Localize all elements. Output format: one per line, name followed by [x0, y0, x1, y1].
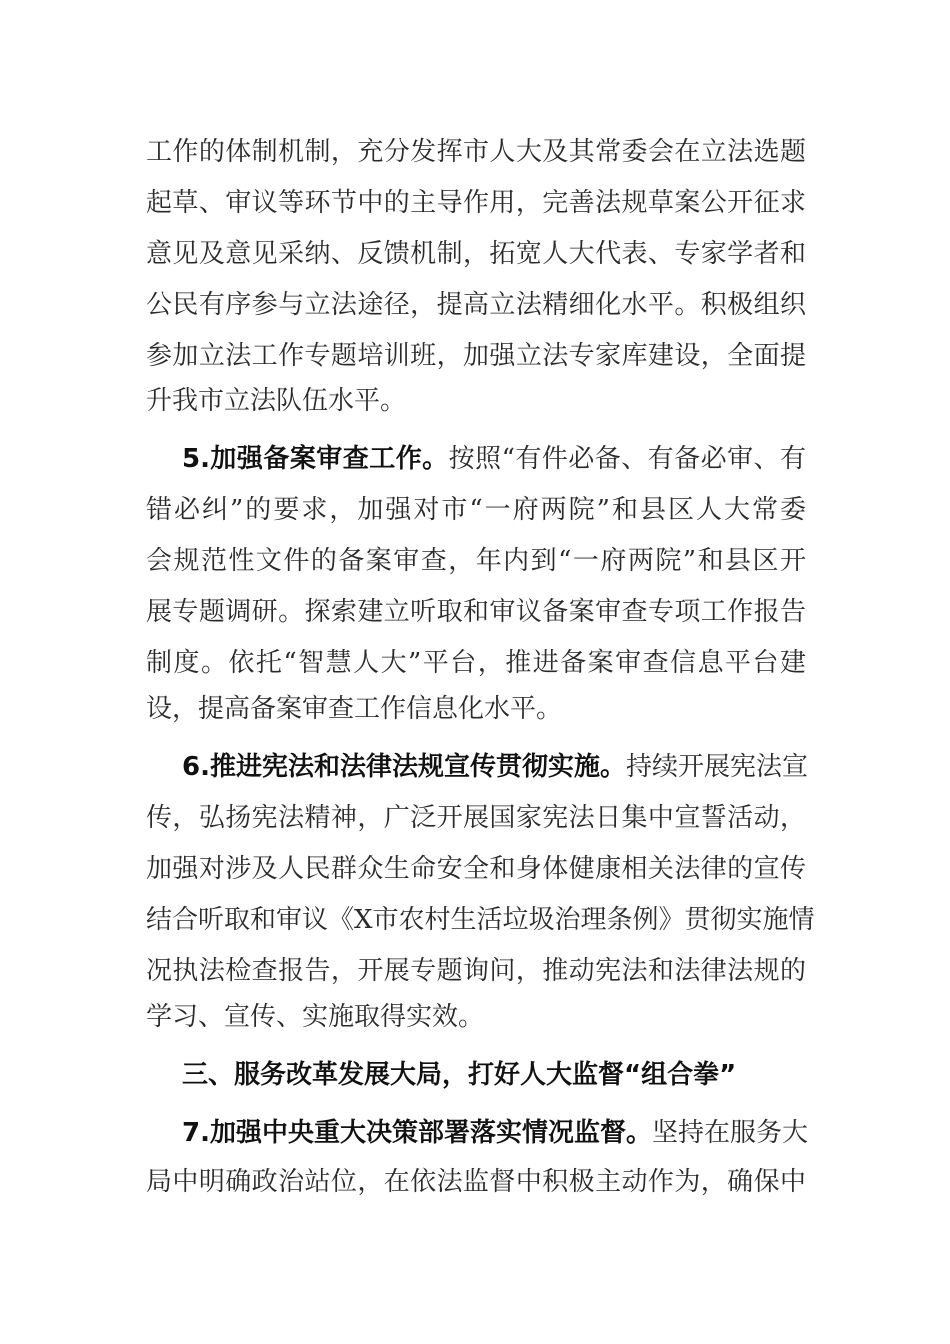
paragraph-line: 结合听取和审议《X市农村生活垃圾治理条例》贯彻实施情 — [146, 905, 815, 935]
paragraph-line: 制度。依托“智慧人大”平台，推进备案审查信息平台建 — [146, 648, 806, 678]
paragraph-line: 工作的体制机制，充分发挥市人大及其常委会在立法选题 — [146, 137, 806, 167]
paragraph-line: 学习、宣传、实施取得实效。 — [146, 1002, 485, 1032]
paragraph-first-line — [146, 442, 806, 476]
item-6-heading: 6.推进宪法和法律法规宣传贯彻实施。 — [182, 752, 626, 782]
paragraph-line: 起草、审议等环节中的主导作用，完善法规草案公开征求 — [146, 188, 806, 218]
paragraph-text: 按照“有件必备、有备必审、有 — [448, 444, 807, 474]
paragraph-line: 展专题调研。探索建立听取和审议备案审查专项工作报告 — [146, 597, 806, 627]
paragraph-line: 加强对涉及人民群众生命安全和身体健康相关法律的宣传 — [146, 854, 806, 884]
paragraph-first-line — [146, 1116, 806, 1150]
paragraph-line: 升我市立法队伍水平。 — [146, 386, 407, 416]
paragraph-line: 参加立法工作专题培训班，加强立法专家库建设，全面提 — [146, 341, 806, 371]
item-7-heading: 7.加强中央重大决策部署落实情况监督。 — [182, 1118, 652, 1148]
paragraph-line: 传，弘扬宪法精神，广泛开展国家宪法日集中宣誓活动， — [146, 803, 806, 833]
paragraph-line: 设，提高备案审查工作信息化水平。 — [146, 694, 563, 724]
paragraph-line: 公民有序参与立法途径，提高立法精细化水平。积极组织 — [146, 290, 806, 320]
paragraph-line: 意见及意见采纳、反馈机制，拓宽人大代表、专家学者和 — [146, 239, 806, 269]
item-5-heading: 5.加强备案审查工作。 — [182, 444, 449, 474]
paragraph-text: 持续开展宪法宣 — [625, 752, 808, 782]
paragraph-first-line — [146, 750, 806, 784]
paragraph-line: 错必纠”的要求，加强对市“一府两院”和县区人大常委 — [146, 495, 806, 525]
paragraph-line: 会规范性文件的备案审查，年内到“一府两院”和县区开 — [146, 546, 806, 576]
paragraph-text: 坚持在服务大 — [651, 1118, 808, 1148]
paragraph-line: 况执法检查报告，开展专题询问，推动宪法和法律法规的 — [146, 956, 806, 986]
paragraph-line: 局中明确政治站位，在依法监督中积极主动作为，确保中 — [146, 1167, 806, 1197]
section-heading: 三、服务改革发展大局，打好人大监督“组合拳” — [182, 1060, 737, 1090]
